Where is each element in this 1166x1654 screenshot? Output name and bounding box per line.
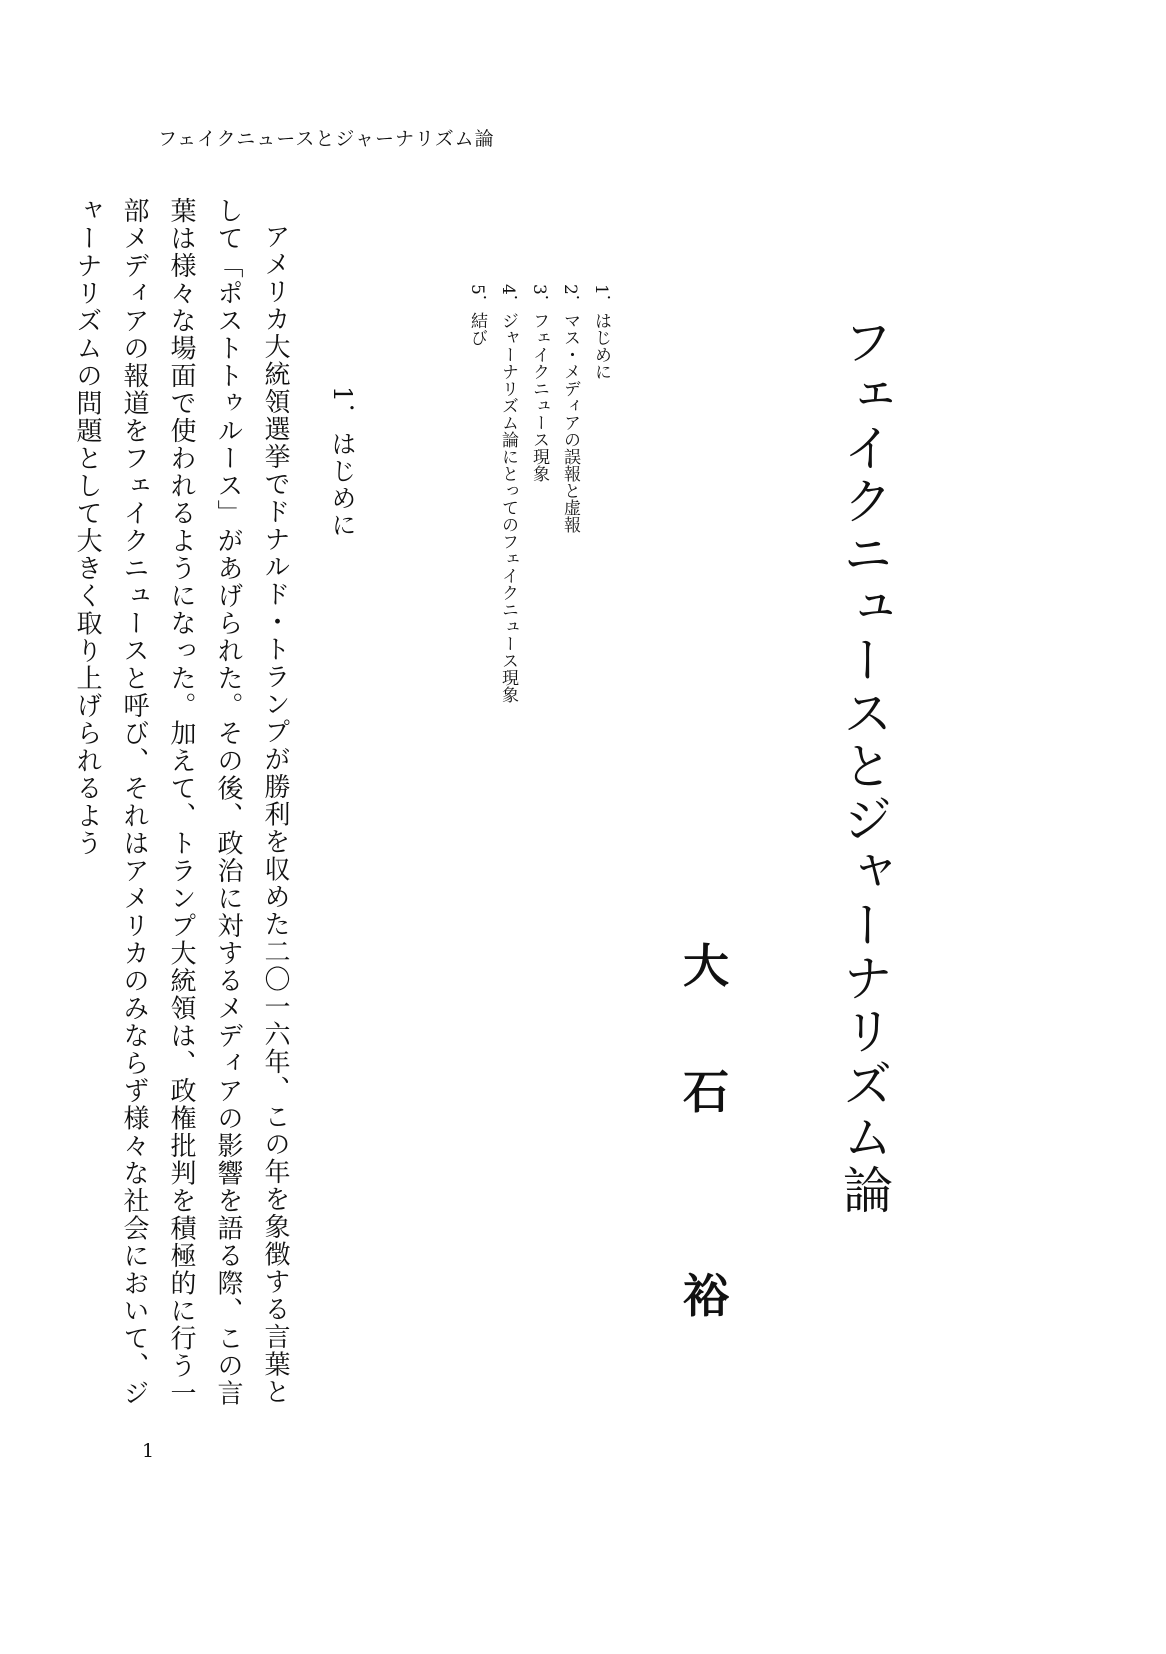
toc-item-2: 2．マス・メディアの誤報と虚報 (560, 284, 580, 533)
section-heading: 1．はじめに (328, 386, 357, 539)
toc-item-3: 3．フェイクニュース現象 (529, 284, 549, 482)
toc-item-4: 4．ジャーナリズム論にとってのフェイクニュース現象 (498, 284, 518, 703)
author-char-1: 大 (683, 939, 729, 993)
running-header: フェイクニュースとジャーナリズム論 (158, 128, 495, 150)
body-paragraph: アメリカ大統領選挙でドナルド・トランプが勝利を収めた二〇一六年、この年を象徴する言葉として「ポストトゥルース」があげられた。その後、政治に対するメディアの影響を語る際、この言葉は様々な場面で使われるようになった。加えて、トランプ大統領は、政権批判を積極的に行う一部メディアの報道をフェイクニュースと呼び、それはアメリカのみならず様々な社会において、ジャーナリズムの問題として大きく取り上げられるよう (72, 197, 290, 1407)
author-char-2: 石 (683, 1065, 729, 1119)
toc-item-1: 1．はじめに (591, 284, 611, 380)
table-of-contents (460, 284, 616, 804)
article-title: フェイクニュースとジャーナリズム論 (835, 316, 893, 1217)
author-char-3: 裕 (683, 1269, 729, 1323)
page-number: 1 (142, 1440, 155, 1462)
toc-item-5: 5．結び (467, 284, 487, 346)
